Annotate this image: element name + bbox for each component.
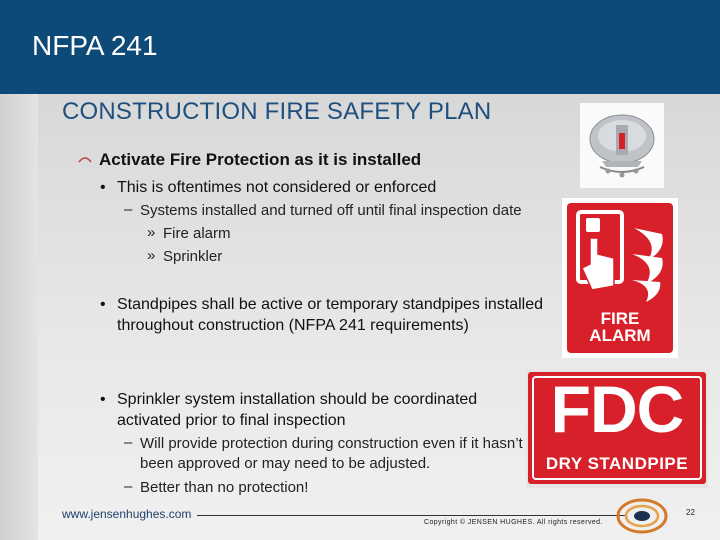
main-point [78, 150, 421, 170]
fire-alarm-sign-text [562, 310, 678, 344]
sub-item-3-text: Sprinkler [163, 248, 223, 265]
bullet-2-text: Standpipes shall be active or temporary standpipes installed throughout construction (NFPA 241 requirements) [117, 296, 544, 334]
fdc-sign-text: FDC [550, 372, 684, 446]
bullet-dot: • [100, 296, 106, 313]
section-heading: CONSTRUCTION FIRE SAFETY PLAN [62, 98, 492, 125]
arrow-marker: » [147, 247, 156, 264]
bullet-dot: • [100, 391, 106, 408]
sub-item-2-text: Fire alarm [163, 225, 231, 242]
copyright-text: Copyright © JENSEN HUGHES. All rights reserved. [424, 519, 603, 526]
footer-divider [197, 515, 625, 516]
bullet-1 [100, 177, 540, 198]
sprinkler-head-image [580, 103, 664, 188]
sub-item-1-text: Systems installed and turned off until final inspection date [140, 202, 522, 219]
fire-alarm-line2: ALARM [589, 326, 651, 345]
bullet-2 [100, 294, 550, 336]
left-margin [0, 94, 38, 540]
sub-item-5 [124, 478, 424, 498]
sub-item-2 [147, 224, 347, 244]
dash-marker: – [124, 201, 133, 218]
slide-title: NFPA 241 [32, 30, 158, 61]
bullet-dot: • [100, 179, 106, 196]
sub-item-5-text: Better than no protection! [140, 479, 309, 496]
sub-item-1 [124, 201, 564, 221]
dry-standpipe-text: DRY STANDPIPE [545, 454, 689, 473]
arrow-marker: » [147, 224, 156, 241]
fire-alarm-sign-image [562, 198, 678, 358]
dash-marker: – [124, 478, 133, 495]
footer-url-link[interactable]: www.jensenhughes.com [62, 507, 192, 521]
sub-item-4-text: Will provide protection during construction even if it hasn’t been approved or may need to be adjusted. [140, 435, 523, 472]
dash-marker: – [124, 434, 133, 451]
sub-item-3 [147, 247, 347, 267]
main-point-text: Activate Fire Protection as it is installed [99, 150, 422, 169]
bullet-3-text: Sprinkler system installation should be coordinated activated prior to final inspection [117, 391, 478, 429]
company-logo-icon [614, 496, 670, 536]
sub-item-4 [124, 434, 524, 474]
bullet-1-text: This is oftentimes not considered or enforced [117, 179, 437, 196]
fdc-sign-image [526, 370, 708, 488]
fire-alarm-line1: FIRE [600, 309, 640, 328]
bullet-3 [100, 389, 540, 431]
page-number: 22 [686, 508, 695, 517]
title-bar [0, 0, 720, 94]
